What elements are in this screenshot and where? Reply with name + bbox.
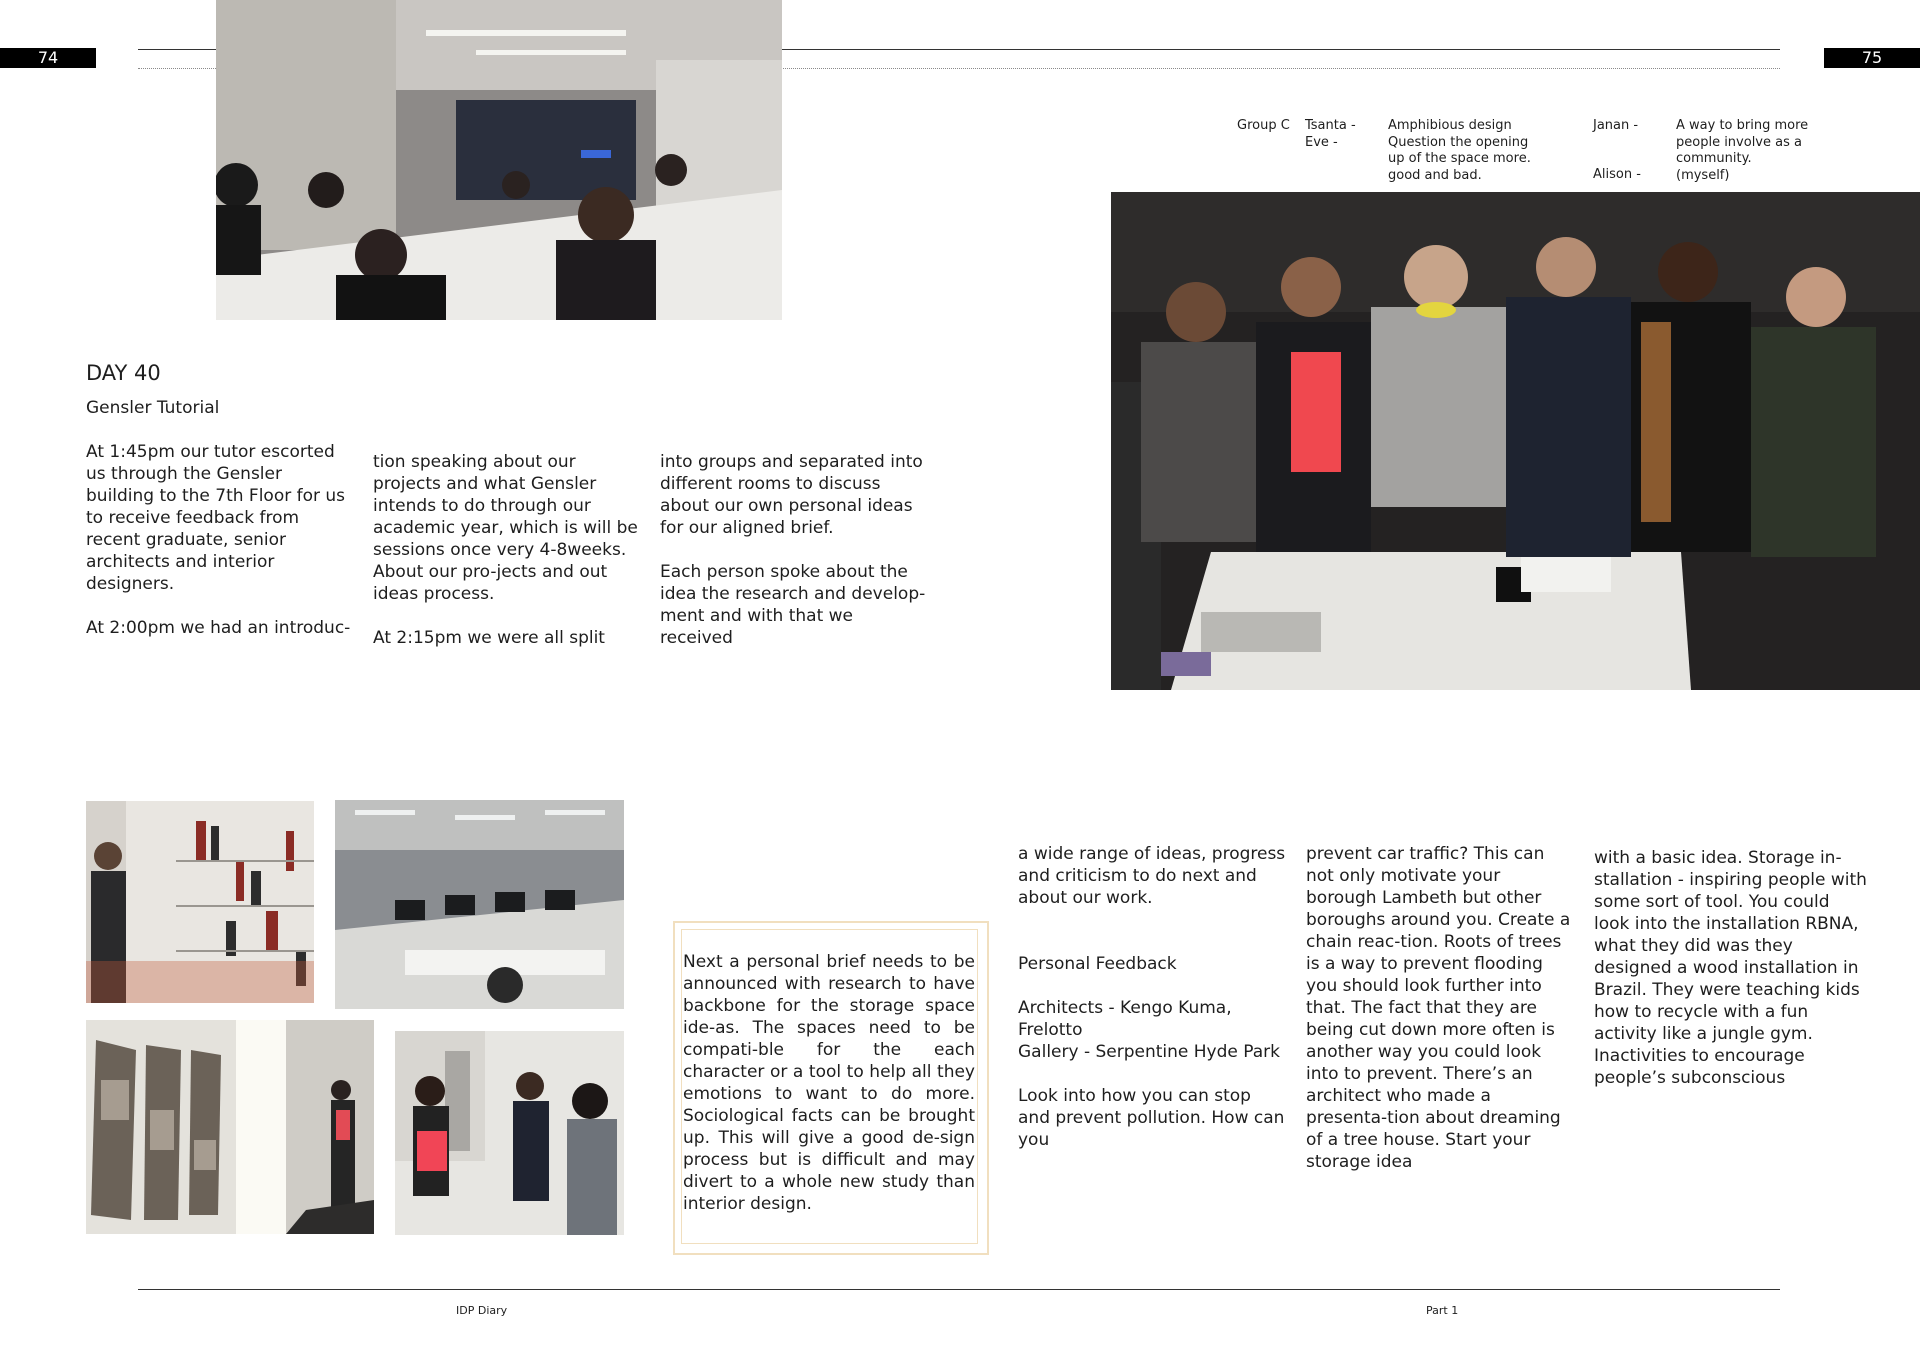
meeting-room-photo <box>216 0 782 320</box>
left-column-3: into groups and separated into different rooms to discuss about our own personal ideas for our aligned brief. Each person spoke about the idea the research and develop-ment and with that we received <box>660 452 926 648</box>
group-description-2: A way to bring more people involve as a community. (myself) <box>1676 118 1809 183</box>
header-rule-dotted-left <box>138 68 218 69</box>
group-description-1: Amphibious design Question the opening up of the space more. good and bad. <box>1388 118 1531 183</box>
right-column-2: prevent car traffic? This can not only motivate your borough Lambeth but other boroughs around you. Create a chain reac-tion. Roots of trees is a way to prevent flooding you should look further into that. The fact that they are being cut down more often is another way you could look into to prevent. There’s an architect who made a presenta-tion about dreaming of a tree house. Start your storage idea <box>1306 844 1571 1172</box>
page-number-left: 74 <box>0 48 96 68</box>
right-column-1: a wide range of ideas, progress and criticism to do next and about our work. Personal Feedback Architects - Kengo Kuma, Frelotto Gallery - Serpentine Hyde Park Look into how you can stop and prevent pollution. How can you <box>1018 844 1286 1150</box>
tutorial-subtitle: Gensler Tutorial <box>86 398 220 418</box>
group-label: Group C <box>1237 118 1290 133</box>
boxed-note: Next a personal brief needs to be announced with research to have backbone for the storage space ide-as. The spaces need to be compati-ble for the each character or a tool to help all they emotions to want to do more. Sociological facts can be brought up. This will give a good de-sign process but is difficult and may divert to a whole new study than interior design. <box>683 952 975 1214</box>
right-column-3: with a basic idea. Storage in-stallation - inspiring people with some sort of tool. You could look into the installation RBNA, what they did was they designed a wood installation in Brazil. They were teaching kids how to recycle with a fun activity like a jungle gym. Inactivities to encourage people’s subconscious <box>1594 848 1867 1088</box>
discussion-photo <box>395 1031 624 1235</box>
left-column-1: At 1:45pm our tutor escorted us through the Gensler building to the 7th Floor for us to receive feedback from recent graduate, senior architects and interior designers. At 2:00pm we had an introduc- <box>86 442 351 638</box>
left-column-2: tion speaking about our projects and what Gensler intends to do through our academic year, which is will be sessions once very 4-8weeks. About our pro-jects and out ideas process. At 2:15pm we were all split <box>373 452 638 648</box>
footer-left-label: IDP Diary <box>456 1304 508 1317</box>
group-name-alison: Alison - <box>1593 167 1641 182</box>
day-title: DAY 40 <box>86 361 161 385</box>
corridor-boards-photo <box>86 1020 374 1234</box>
footer-right-label: Part 1 <box>1426 1304 1459 1317</box>
group-photo <box>1111 192 1920 690</box>
footer-rule <box>138 1289 1780 1290</box>
group-name-janan: Janan - <box>1593 118 1639 133</box>
header-rule-dotted-right <box>780 68 1780 69</box>
group-names-1: Tsanta - Eve - <box>1305 118 1356 150</box>
library-shelves-photo <box>86 801 314 1003</box>
page-number-right: 75 <box>1824 48 1920 68</box>
open-office-photo <box>335 800 624 1009</box>
